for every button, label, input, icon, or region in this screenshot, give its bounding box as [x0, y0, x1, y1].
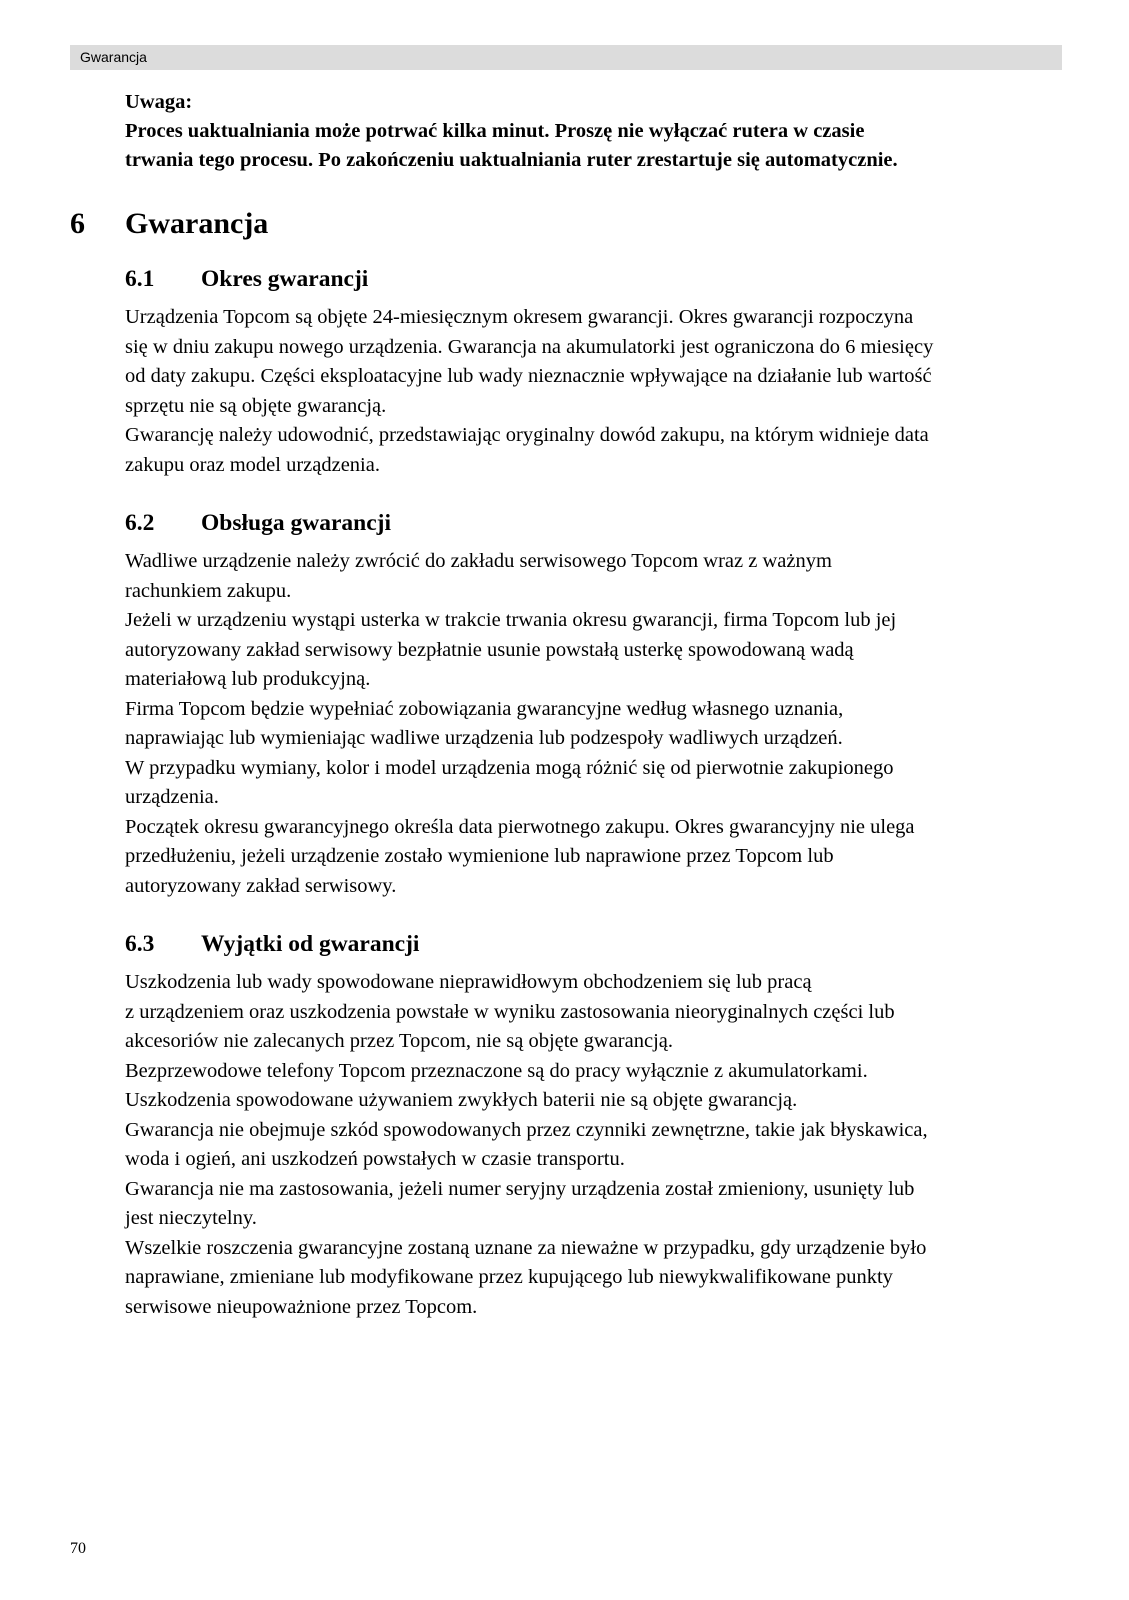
section-number: 6.2 — [125, 510, 155, 536]
running-header-title: Gwarancja — [80, 49, 147, 65]
text-line: materiałową lub produkcyjną. — [125, 668, 371, 690]
section-body — [125, 968, 1065, 1322]
text-line: naprawiając lub wymieniając wadliwe urządzenia lub podzespoły wadliwych urządzeń. — [125, 727, 843, 749]
text-line: akcesoriów nie zalecanych przez Topcom, nie są objęte gwarancją. — [125, 1030, 674, 1052]
text-line: Urządzenia Topcom są objęte 24-miesięcznym okresem gwarancji. Okres gwarancji rozpoczyna — [125, 306, 914, 328]
section-number: 6.3 — [125, 931, 155, 957]
text-line: serwisowe nieupoważnione przez Topcom. — [125, 1295, 478, 1318]
text-line: Uszkodzenia lub wady spowodowane nieprawidłowym obchodzeniem się lub pracą — [125, 971, 812, 993]
text-line: Gwarancja nie ma zastosowania, jeżeli numer seryjny urządzenia został zmieniony, usunięty lub — [125, 1177, 915, 1200]
section-heading — [125, 929, 1065, 959]
section-title: Obsługa gwarancji — [201, 510, 391, 536]
section-6-1 — [125, 264, 1065, 480]
text-line: z urządzeniem oraz uszkodzenia powstałe w wyniku zastosowania nieoryginalnych części lub — [125, 1000, 895, 1023]
text-line: od daty zakupu. Części eksploatacyjne lub wady nieznacznie wpływające na działanie lub wartość — [125, 365, 932, 387]
note-label: Uwaga: — [125, 91, 193, 113]
text-line: rachunkiem zakupu. — [125, 579, 292, 602]
note-block — [125, 88, 1065, 175]
text-line: Uszkodzenia spowodowane używaniem zwykłych baterii nie są objęte gwarancją. — [125, 1089, 798, 1111]
section-body — [125, 303, 1065, 480]
note-line: Proces uaktualniania może potrwać kilka minut. Proszę nie wyłączać rutera w czasie — [125, 120, 865, 142]
section-body — [125, 547, 1065, 901]
text-line: Firma Topcom będzie wypełniać zobowiązania gwarancyjne według własnego uznania, — [125, 697, 844, 720]
text-line: W przypadku wymiany, kolor i model urządzenia mogą różnić się od pierwotnie zakupionego — [125, 756, 894, 779]
text-line: Początek okresu gwarancyjnego określa data pierwotnego zakupu. Okres gwarancyjny nie ulega — [125, 815, 915, 838]
chapter-heading — [70, 206, 1065, 242]
text-line: Jeżeli w urządzeniu wystąpi usterka w trakcie trwania okresu gwarancji, firma Topcom lub jej — [125, 609, 897, 631]
page-content — [70, 88, 1065, 1322]
section-title: Wyjątki od gwarancji — [201, 931, 420, 957]
section-number: 6.1 — [125, 266, 155, 292]
text-line: zakupu oraz model urządzenia. — [125, 453, 380, 476]
section-title: Okres gwarancji — [201, 266, 369, 292]
text-line: sprzętu nie są objęte gwarancją. — [125, 394, 387, 417]
note-line: trwania tego procesu. Po zakończeniu uaktualniania ruter zrestartuje się automatycznie. — [125, 149, 898, 171]
text-line: jest nieczytelny. — [125, 1207, 257, 1229]
running-header — [70, 45, 1062, 70]
text-line: naprawiane, zmieniane lub modyfikowane przez kupującego lub niewykwalifikowane punkty — [125, 1266, 893, 1288]
page-number: 70 — [70, 1540, 86, 1557]
text-line: Gwarancja nie obejmuje szkód spowodowanych przez czynniki zewnętrzne, takie jak błyskawica, — [125, 1118, 928, 1141]
text-line: urządzenia. — [125, 786, 219, 808]
text-line: Gwarancję należy udowodnić, przedstawiając oryginalny dowód zakupu, na którym widnieje data — [125, 424, 929, 446]
section-6-3 — [125, 929, 1065, 1322]
text-line: Wszelkie roszczenia gwarancyjne zostaną uznane za nieważne w przypadku, gdy urządzenie było — [125, 1236, 927, 1259]
section-6-2 — [125, 508, 1065, 901]
section-heading — [125, 264, 1065, 294]
chapter-title: Gwarancja — [125, 207, 269, 240]
text-line: Bezprzewodowe telefony Topcom przeznaczone są do pracy wyłącznie z akumulatorkami. — [125, 1059, 868, 1082]
section-heading — [125, 508, 1065, 538]
text-line: się w dniu zakupu nowego urządzenia. Gwarancja na akumulatorki jest ograniczona do 6 miesięcy — [125, 335, 934, 358]
text-line: autoryzowany zakład serwisowy bezpłatnie usunie powstałą usterkę spowodowaną wadą — [125, 638, 854, 661]
text-line: przedłużeniu, jeżeli urządzenie zostało wymienione lub naprawione przez Topcom lub — [125, 845, 834, 867]
text-line: autoryzowany zakład serwisowy. — [125, 874, 397, 897]
text-line: Wadliwe urządzenie należy zwrócić do zakładu serwisowego Topcom wraz z ważnym — [125, 550, 832, 572]
chapter-number: 6 — [70, 207, 85, 240]
text-line: woda i ogień, ani uszkodzeń powstałych w czasie transportu. — [125, 1148, 625, 1170]
